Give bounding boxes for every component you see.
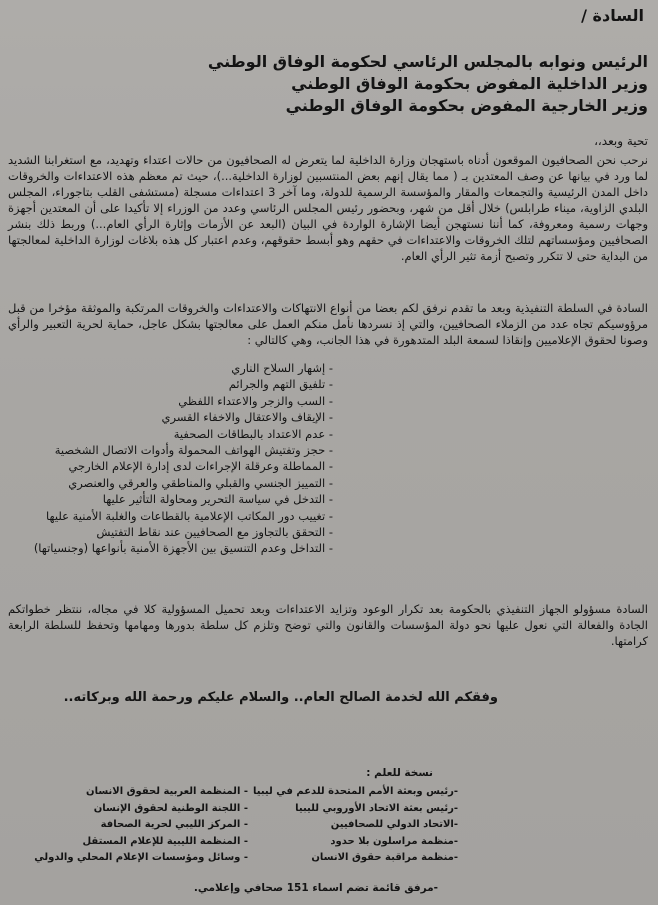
list-item: - المنظمة العربية لحقوق الانسان bbox=[86, 786, 248, 797]
list-item: - اللجنة الوطنية لحقوق الإنسان bbox=[93, 802, 248, 814]
paragraph-violations-intro: السادة في السلطة التنفيذية وبعد ما تقدم نرفق لكم بعضا من أنواع الانتهاكات والاعتداءات والخروقات المرتكبة والموثقة مؤخرا من قبل مرؤوسيكم تجاه عدد من الزملاء الصحافيين، والتي إذ نسردها نأمل منكم العمل على معالجتها بشكل عاجل، حماية لحرية التعبير والرأي وصونا لحقوق الإعلاميين وإنقاذا لسمعة البلد المتدهورة في هذا الجانب، وهي كالتالي : bbox=[8, 301, 648, 347]
list-item: - إشهار السلاح الناري bbox=[231, 361, 333, 375]
violations-list bbox=[34, 360, 333, 557]
addressee-1: الرئيس ونوابه بالمجلس الرئاسي لحكومة الوفاق الوطني bbox=[207, 52, 648, 71]
addressee-3: وزير الخارجية المفوض بحكومة الوفاق الوطني bbox=[285, 96, 648, 115]
list-item: - التمييز الجنسي والقبلي والمناطقي والعرقي والعنصري bbox=[68, 475, 333, 490]
list-item: - المركز الليبي لحرية الصحافة bbox=[100, 819, 248, 831]
list-item: -رئيس بعثة الاتحاد الأوروبي لليبيا bbox=[295, 802, 458, 814]
list-item: - السب والزجر والاعتداء اللفظي bbox=[178, 393, 333, 408]
addressee-2: وزير الداخلية المفوض بحكومة الوفاق الوطني bbox=[291, 74, 648, 93]
copy-recipients-left bbox=[34, 784, 248, 867]
list-item: - وسائل ومؤسسات الإعلام المحلي والدولي bbox=[34, 852, 248, 864]
greeting: تحية وبعد،، bbox=[594, 134, 648, 148]
closing-line: وفقكم الله لخدمة الصالح العام.. والسلام عليكم ورحمة الله وبركاته.. bbox=[63, 690, 498, 705]
list-item: -منظمة مراقبة حقوق الانسان bbox=[311, 852, 458, 864]
paragraph-demands: السادة مسؤولو الجهاز التنفيذي بالحكومة بعد تكرار الوعود وتزايد الاعتداءات وبعد تحميل المسؤولية كلا في مجاله، ننتظر خطواتكم الجادة والفعالة التي نعول عليها نحو دولة المؤسسات والقانون والتي توضح وتلزم كل سلطة بدورها ومهامها وتحفظ للسلطة الرابعة كرامتها. bbox=[8, 602, 648, 648]
list-item: - المنظمة الليبية للإعلام المستقل bbox=[82, 835, 248, 847]
list-item: - الإيقاف والاعتقال والاخفاء القسري bbox=[161, 410, 333, 425]
paragraph-intro: نرحب نحن الصحافيون الموقعون أدناه باستهجان وزارة الداخلية لما يتعرض له الصحافيون من حالات اعتداء وتهديد، مع استغرابنا الشديد لما ورد في بيانها عن وصف المعتدين بـ ( مما يقال إنهم بعض المنتسبين لوزارة الداخلية...)، حيث تم معظم هذه الاعتداءات والخروقات داخل المدن الرئيسية والتجمعات والمقار والمؤسسة الرسمية للدولة، وما آخر 3 اعتداءات مسجلة (مستشفى القلب بتاجوراء، المجلس البلدي الزاوية، ميناء طرابلس) خلال أقل من شهر، وبحضور رئيس المجلس الرئاسي وعدد من الوزراء إلا تأكيدا على أن المعتدين أجهزة وجهات رسمية ومعروفة، كما أننا نستهجن أيضا الإشارة الواردة في البيان (البعد عن الأزمات وإثارة الرأي العام...) وربط ذلك بنشر الصحافيين ومؤسساتهم لتلك الخروقات والاعتداءات في حقهم وهو أبسط حقوقهم، وعدم اعتبار كل هذه بلاغات لوزارة الداخلية لمعالجتها من البداية حتى لا تتكرر وتصبح أزمة تثير الرأي العام. bbox=[8, 153, 649, 263]
copy-to-title: نسخة للعلم : bbox=[366, 767, 433, 779]
list-item: - عدم الاعتداد بالبطاقات الصحفية bbox=[173, 426, 333, 441]
list-item: - حجز وتفتيش الهواتف المحمولة وأدوات الاتصال الشخصية bbox=[54, 443, 333, 458]
list-item: - المماطلة وعرقلة الإجراءات لدى إدارة الإعلام الخارجي bbox=[68, 459, 333, 474]
list-item: - التداخل وعدم التنسيق بين الأجهزة الأمنية بأنواعها (وجنسياتها) bbox=[33, 541, 333, 556]
copy-recipients-right bbox=[253, 784, 458, 867]
list-item: - التحقق بالتجاوز مع الصحافيين عند نقاط التفتيش bbox=[96, 525, 333, 540]
list-item: - تغييب دور المكاتب الإعلامية بالقطاعات والغلبة الأمنية عليها bbox=[46, 508, 333, 523]
list-item: -رئيس وبعثة الأمم المتحدة للدعم في ليبيا bbox=[253, 786, 458, 797]
attachment-note: -مرفق قائمة تضم اسماء 151 صحافي وإعلامي. bbox=[193, 882, 438, 894]
list-item: -الاتحاد الدولي للصحافيين bbox=[330, 819, 458, 831]
list-item: -منظمة مراسلون بلا حدود bbox=[330, 835, 458, 847]
salutation: السادة / bbox=[581, 6, 644, 25]
list-item: - التدخل في سياسة التحرير ومحاولة التأثير عليها bbox=[102, 492, 333, 507]
list-item: - تلفيق التهم والجرائم bbox=[228, 377, 333, 392]
